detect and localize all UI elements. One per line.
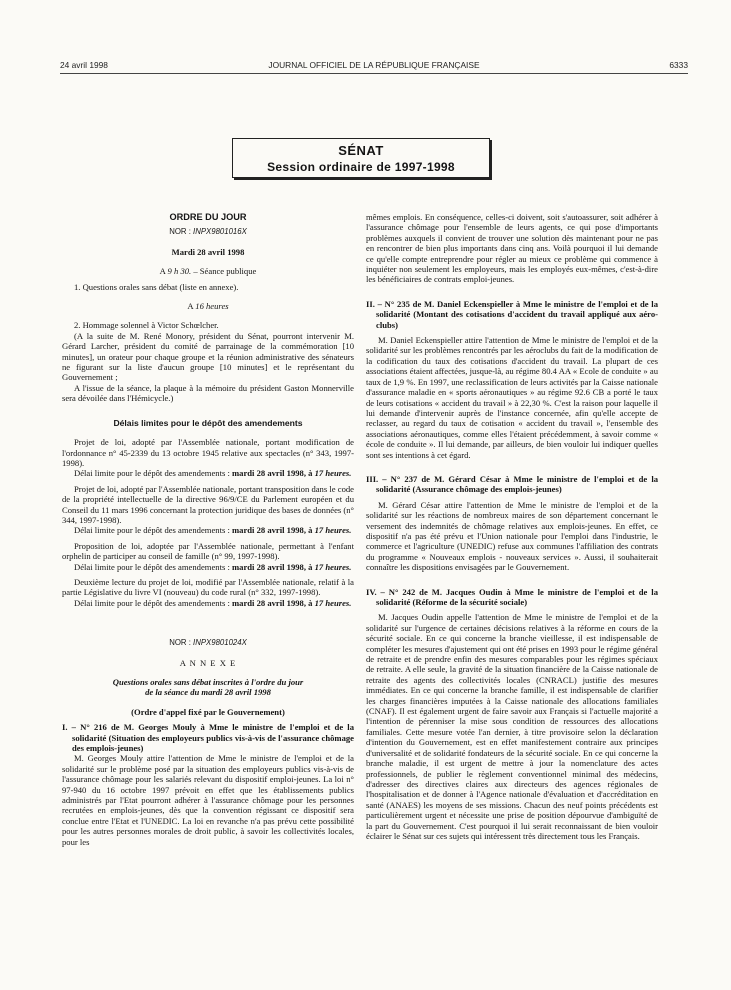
- question-237-title: III. – N° 237 de M. Gérard César à Mme le ministre de l'emploi et de la solidarité (Assurance chômage des emplois-jeunes): [366, 473, 658, 495]
- annexe-title: A N N E X E: [179, 657, 237, 668]
- delai-text-2: Projet de loi, adopté par l'Assemblée nationale, portant transposition dans le code de la propriété intellectuelle de la directive 96/9/CE du Parlement européen et du Conseil du 11 mars 1996 concernant la protection juridique des bases de données (n° 344, 1997-1998).: [62, 483, 354, 525]
- annexe-subtitle-2: de la séance du mardi 28 avril 1998: [145, 687, 271, 698]
- delai-text-4: Deuxième lecture du projet de loi, modifié par l'Assemblée nationale, relatif à la partie Législative du livre VI (nouveau) du code rural (n° 332, 1997-1998).: [62, 576, 354, 598]
- senat-title: SÉNAT: [338, 143, 384, 158]
- annexe-subtitle-1: Questions orales sans débat inscrites à l'ordre du jour: [112, 677, 304, 687]
- delai-limit-3: Délai limite pour le dépôt des amendements : mardi 28 avril 1998, à 17 heures.: [74, 561, 352, 572]
- nor-reference-1: NOR : INPX9801016X: [169, 227, 247, 237]
- question-242-text: M. Jacques Oudin appelle l'attention de Mme le ministre de l'emploi et de la solidarité sur l'urgence de certaines décisions relatives à la réforme en cours de la sécurité sociale. En ce qui concerne la branche vieillesse, il est indispensable de compléter les mesures d'ajustement qui ont été prises en 1993 pour le régime général de retraite et de prendre enfin des mesures comparables pour les régimes spéciaux de retraite. A elle seule, la gravité de la situation financière de la Caisse nationale de retraite des agents des collectivités locales (CNRACL) justifie des mesures immédiates. En ce qui concerne la branche famille, il est indispensable de clarifier les charges financières imputées à la Caisse nationale des allocations familiales (CNAF). Il est également urgent de faire savoir aux Français si l'actuelle majorité a l'intention de pérenniser la mise sous condition de ressources des allocations familiales. Cette mesure votée l'an dernier, à titre provisoire selon la déclaration d'intention du Gouvernement, est en effet manifestement contraire aux principes d'universalité et de solidarité fondateurs de la sécurité sociale. En ce qui concerne la branche maladie, il est urgent de mettre à jour la nomenclature des actes professionnels, de publier le règlement conventionnel minimal des médecins, d'adresser des directives claires aux directeurs des agences régionales de l'hospitalisation et de donner à l'Agence nationale d'évaluation et d'accréditation en santé (ANAES) les moyens de ses missions. Chacun des neuf points précédents est particulièrement urgent et nécessite une prise de position dépourvue d'ambiguïté de la part du Gouvernement. C'est pourquoi il lui serait reconnaissant de bien vouloir éclairer le Sénat sur ces sujets qui intéressent très directement tous les Français.: [366, 612, 658, 841]
- afternoon-session: A 16 heures: [187, 301, 229, 312]
- question-237-text: M. Gérard César attire l'attention de Mme le ministre de l'emploi et de la solidarité sur les réactions de nombreux maires de son département concernant le versement des indemnités de chômage relatives aux emplois-jeunes. En effet, ce dispositif n'a pas été prévu et l'Union nationale pour l'emploi dans l'industrie, le commerce et l'agriculture (UNEDIC) refuse aux communes l'affiliation des contrats du programme « Nouveaux emplois - nouveaux services ». Aussi, il souhaiterait connaître les dispositions envisagées par le Gouvernement.: [366, 499, 658, 573]
- ordre-du-jour-title: ORDRE DU JOUR: [169, 212, 247, 222]
- question-242-title: IV. – N° 242 de M. Jacques Oudin à Mme le ministre de l'emploi et de la solidarité (Réforme de la sécurité sociale): [366, 586, 658, 607]
- header-page-number: 6333: [669, 60, 688, 70]
- morning-session: A 9 h 30. – Séance publique: [159, 266, 257, 277]
- agenda-item-2-detail: (A la suite de M. René Monory, président du Sénat, pourront intervenir M. Gérard Larcher, président du comité de parrainage de la commémoration [10 minutes], un orateur pour chaque groupe et la réunion administrative des sénateurs ne figurant sur la liste d'aucun groupe [10 minutes] et le représentant du Gouvernement ;: [62, 330, 354, 383]
- delai-text-1: Projet de loi, adopté par l'Assemblée nationale, portant modification de l'ordonnance n° 45-2339 du 13 octobre 1945 relative aux spectacles (n° 343, 1997-1998).: [62, 437, 354, 468]
- left-column: [62, 212, 354, 847]
- delais-title: Délais limites pour le dépôt des amendements: [113, 417, 303, 428]
- right-column: [366, 212, 658, 841]
- question-216-continued: mêmes emplois. En conséquence, celles-ci doivent, soit s'autoassurer, soit adhérer à l'assurance chômage pour l'ensemble de leurs agents, ce qui pose d'importants problèmes auxquels il convient de trouver une solution dès maintenant pour ne pas en rencontrer de bien plus importants dans cinq ans. Voilà pourquoi il lui demande ce qu'elle compte entreprendre pour régler au mieux ce problème qui commence à inquiéter non seulement les employeurs, mais les employés eux-mêmes, c'est-à-dire les bénéficiaires de contrats emploi-jeunes.: [366, 212, 658, 285]
- delai-limit-4: Délai limite pour le dépôt des amendements : mardi 28 avril 1998, à 17 heures.: [74, 597, 352, 608]
- header-rule: [60, 73, 688, 74]
- agenda-item-2: 2. Hommage solennel à Victor Schœlcher.: [74, 320, 219, 331]
- nor-reference-2: NOR : INPX9801024X: [169, 638, 247, 648]
- question-235-title: II. – N° 235 de M. Daniel Eckenspieller à Mme le ministre de l'emploi et de la solidarité (Montant des cotisations d'accident du travail appliqué aux aéro-clubs): [366, 298, 658, 330]
- session-title: Session ordinaire de 1997-1998: [267, 160, 455, 174]
- delai-limit-2: Délai limite pour le dépôt des amendements : mardi 28 avril 1998, à 17 heures.: [74, 525, 352, 536]
- question-235-text: M. Daniel Eckenspieller attire l'attention de Mme le ministre de l'emploi et de la solidarité sur les problèmes rencontrés par les aéroclubs du fait de la modification de la codification du taux des cotisations d'accident du travail. La plupart de ces associations étaient affectées, jusque-là, au régime 80.4 AA « Ecole de conduite » au taux de 1,9 %. En 1997, une reclassification de leurs activités par la Caisse nationale d'assurance maladie en « sports aéronautiques » au régime 92.6 CB a porté le taux de leurs cotisations « accident du travail » à 22,30 %. C'est la raison pour laquelle il lui demande d'intervenir auprès de l'instance concernée, afin qu'elle accepte de reclasser, au regard du taux de cotisation « accident du travail », l'ensemble des associations aéronautiques, comme elles l'étaient précédemment, à savoir comme « école de conduite ». Il lui demande, par ailleurs, de bien vouloir lui indiquer quelles sont ses intentions à cet égard.: [366, 335, 658, 460]
- delai-limit-1: Délai limite pour le dépôt des amendements : mardi 28 avril 1998, à 17 heures.: [74, 468, 352, 479]
- seance-date: Mardi 28 avril 1998: [171, 246, 245, 257]
- question-216-title: I. – N° 216 de M. Georges Mouly à Mme le ministre de l'emploi et de la solidarité (Situation des employeurs publics vis-à-vis de l'assurance chômage des emplois-jeunes): [62, 722, 354, 754]
- ordre-appel: (Ordre d'appel fixé par le Gouvernement): [131, 706, 285, 717]
- header-journal-title: JOURNAL OFFICIEL DE LA RÉPUBLIQUE FRANÇAISE: [268, 60, 480, 70]
- question-216-text: M. Georges Mouly attire l'attention de Mme le ministre de l'emploi et de la solidarité sur le problème posé par la situation des employeurs publics vis-à-vis de l'assurance chômage pour les salariés relevant du dispositif emploi-jeunes. La loi n° 97-940 du 16 octobre 1997 prévoit en effet que les établissements publics administrés par l'Etat pourront adhérer à l'assurance chômage pour les personnes recrutées en emplois-jeunes, dès que la convention régissant ce dispositif sera conclue entre l'Etat et l'UNEDIC. La loi en revanche n'a pas prévu cette possibilité pour les autres personnes morales de droit public, à savoir les collectivités locales, pour les: [62, 753, 354, 847]
- senat-title-box: [232, 138, 490, 178]
- agenda-item-1: 1. Questions orales sans débat (liste en annexe).: [74, 281, 239, 292]
- agenda-item-2-detail-2: A l'issue de la séance, la plaque à la mémoire du président Gaston Monnerville sera dévoilée dans l'Hémicycle.): [62, 382, 354, 404]
- delai-text-3: Proposition de loi, adoptée par l'Assemblée nationale, permettant à l'enfant orphelin de participer au conseil de famille (n° 99, 1997-1998).: [62, 540, 354, 562]
- header-date: 24 avril 1998: [60, 60, 108, 70]
